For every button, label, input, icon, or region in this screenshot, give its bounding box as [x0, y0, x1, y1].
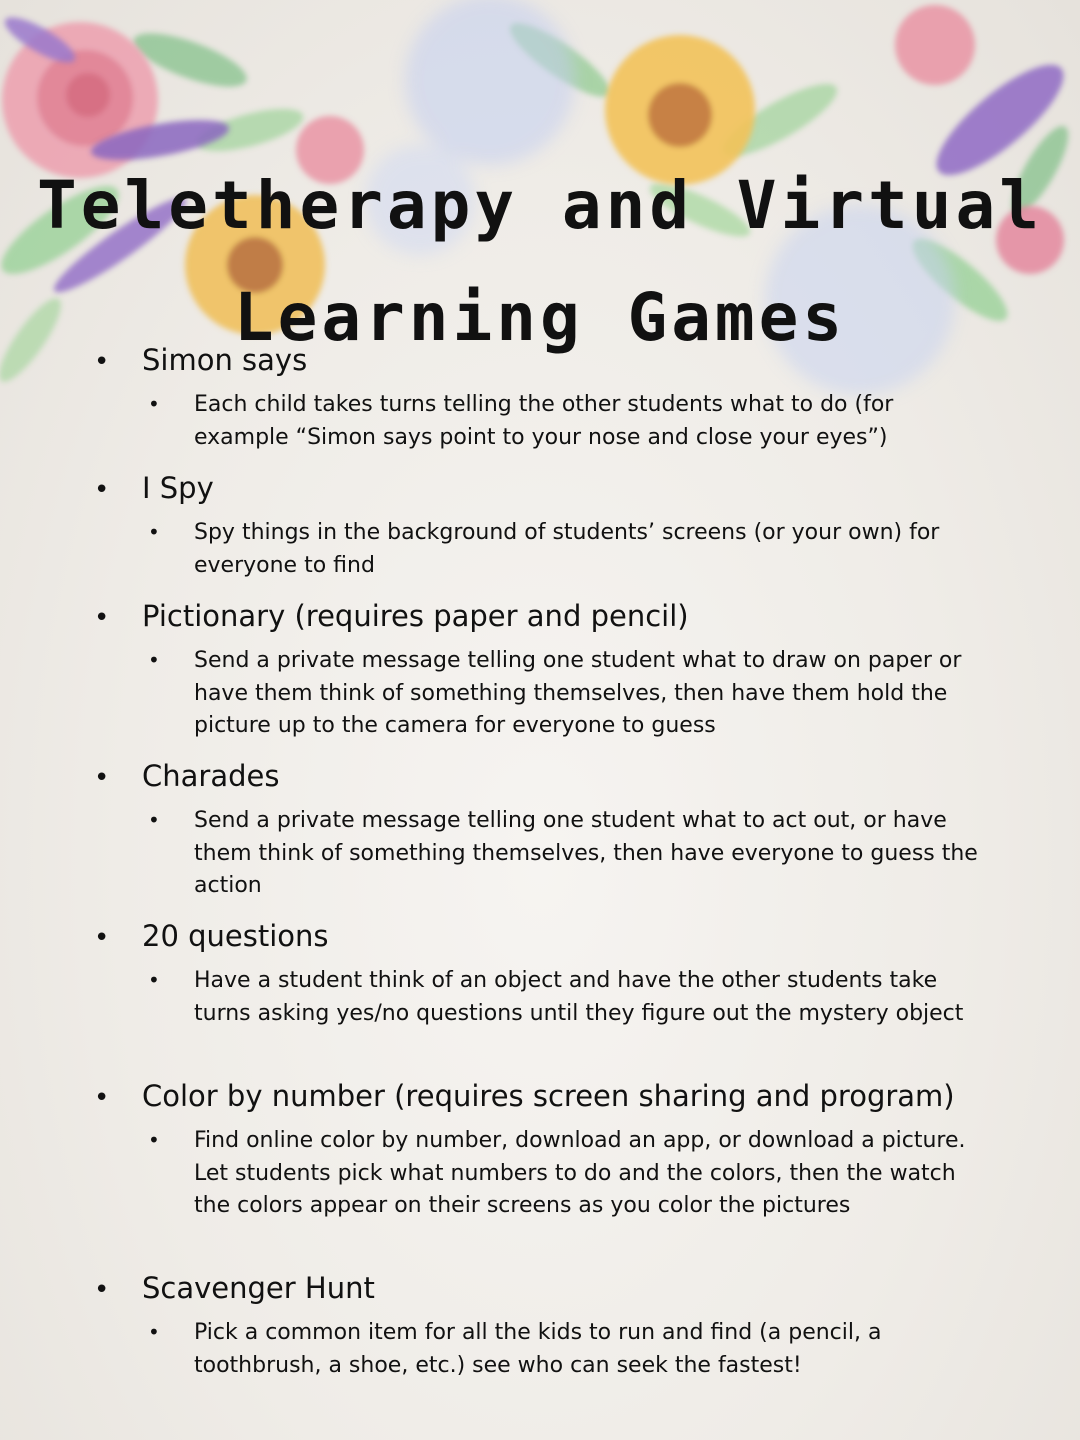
- bullet: •: [94, 347, 110, 377]
- games-list: [92, 338, 992, 1382]
- list-item: [92, 1074, 992, 1266]
- bullet: •: [94, 1275, 110, 1305]
- sub-bullet: •: [148, 1320, 160, 1344]
- game-name: I Spy: [142, 471, 214, 505]
- game-name: Pictionary (requires paper and pencil): [142, 599, 689, 633]
- game-name: 20 questions: [142, 919, 329, 953]
- bullet: •: [94, 763, 110, 793]
- sub-bullet: •: [148, 392, 160, 416]
- sub-bullet: •: [148, 1128, 160, 1152]
- game-description: Pick a common item for all the kids to run and find (a pencil, a toothbrush, a shoe, etc.) see who can seek the fastest!: [194, 1320, 882, 1378]
- list-item: [92, 338, 992, 466]
- sub-bullet: •: [148, 648, 160, 672]
- list-item: [92, 466, 992, 594]
- bullet: •: [94, 1083, 110, 1113]
- game-description: Each child takes turns telling the other students what to do (for example “Simon says point to your nose and close your eyes”): [194, 392, 894, 450]
- list-item: [92, 594, 992, 754]
- game-name: Color by number (requires screen sharing and program): [142, 1079, 955, 1113]
- game-name: Simon says: [142, 343, 308, 377]
- sub-bullet: •: [148, 808, 160, 832]
- game-name: Charades: [142, 759, 280, 793]
- bullet: •: [94, 475, 110, 505]
- game-description: Have a student think of an object and have the other students take turns asking yes/no questions until they figure out the mystery object: [194, 968, 964, 1026]
- game-description: Spy things in the background of students’ screens (or your own) for everyone to find: [194, 520, 940, 578]
- game-description: Find online color by number, download an app, or download a picture. Let students pick what numbers to do and the colors, then the watch the colors appear on their screens as you color the pictures: [194, 1128, 966, 1218]
- sub-bullet: •: [148, 968, 160, 992]
- game-name: Scavenger Hunt: [142, 1271, 375, 1305]
- list-item: [92, 754, 992, 914]
- sub-bullet: •: [148, 520, 160, 544]
- bullet: •: [94, 603, 110, 633]
- bullet: •: [94, 923, 110, 953]
- title-line-2: Learning Games: [233, 279, 847, 356]
- list-item: [92, 1266, 992, 1382]
- game-description: Send a private message telling one student what to act out, or have them think of something themselves, then have everyone to guess the action: [194, 808, 978, 898]
- title-line-1: Teletherapy and Virtual: [37, 167, 1043, 244]
- game-description: Send a private message telling one student what to draw on paper or have them think of something themselves, then have them hold the picture up to the camera for everyone to guess: [194, 648, 962, 738]
- list-item: [92, 914, 992, 1074]
